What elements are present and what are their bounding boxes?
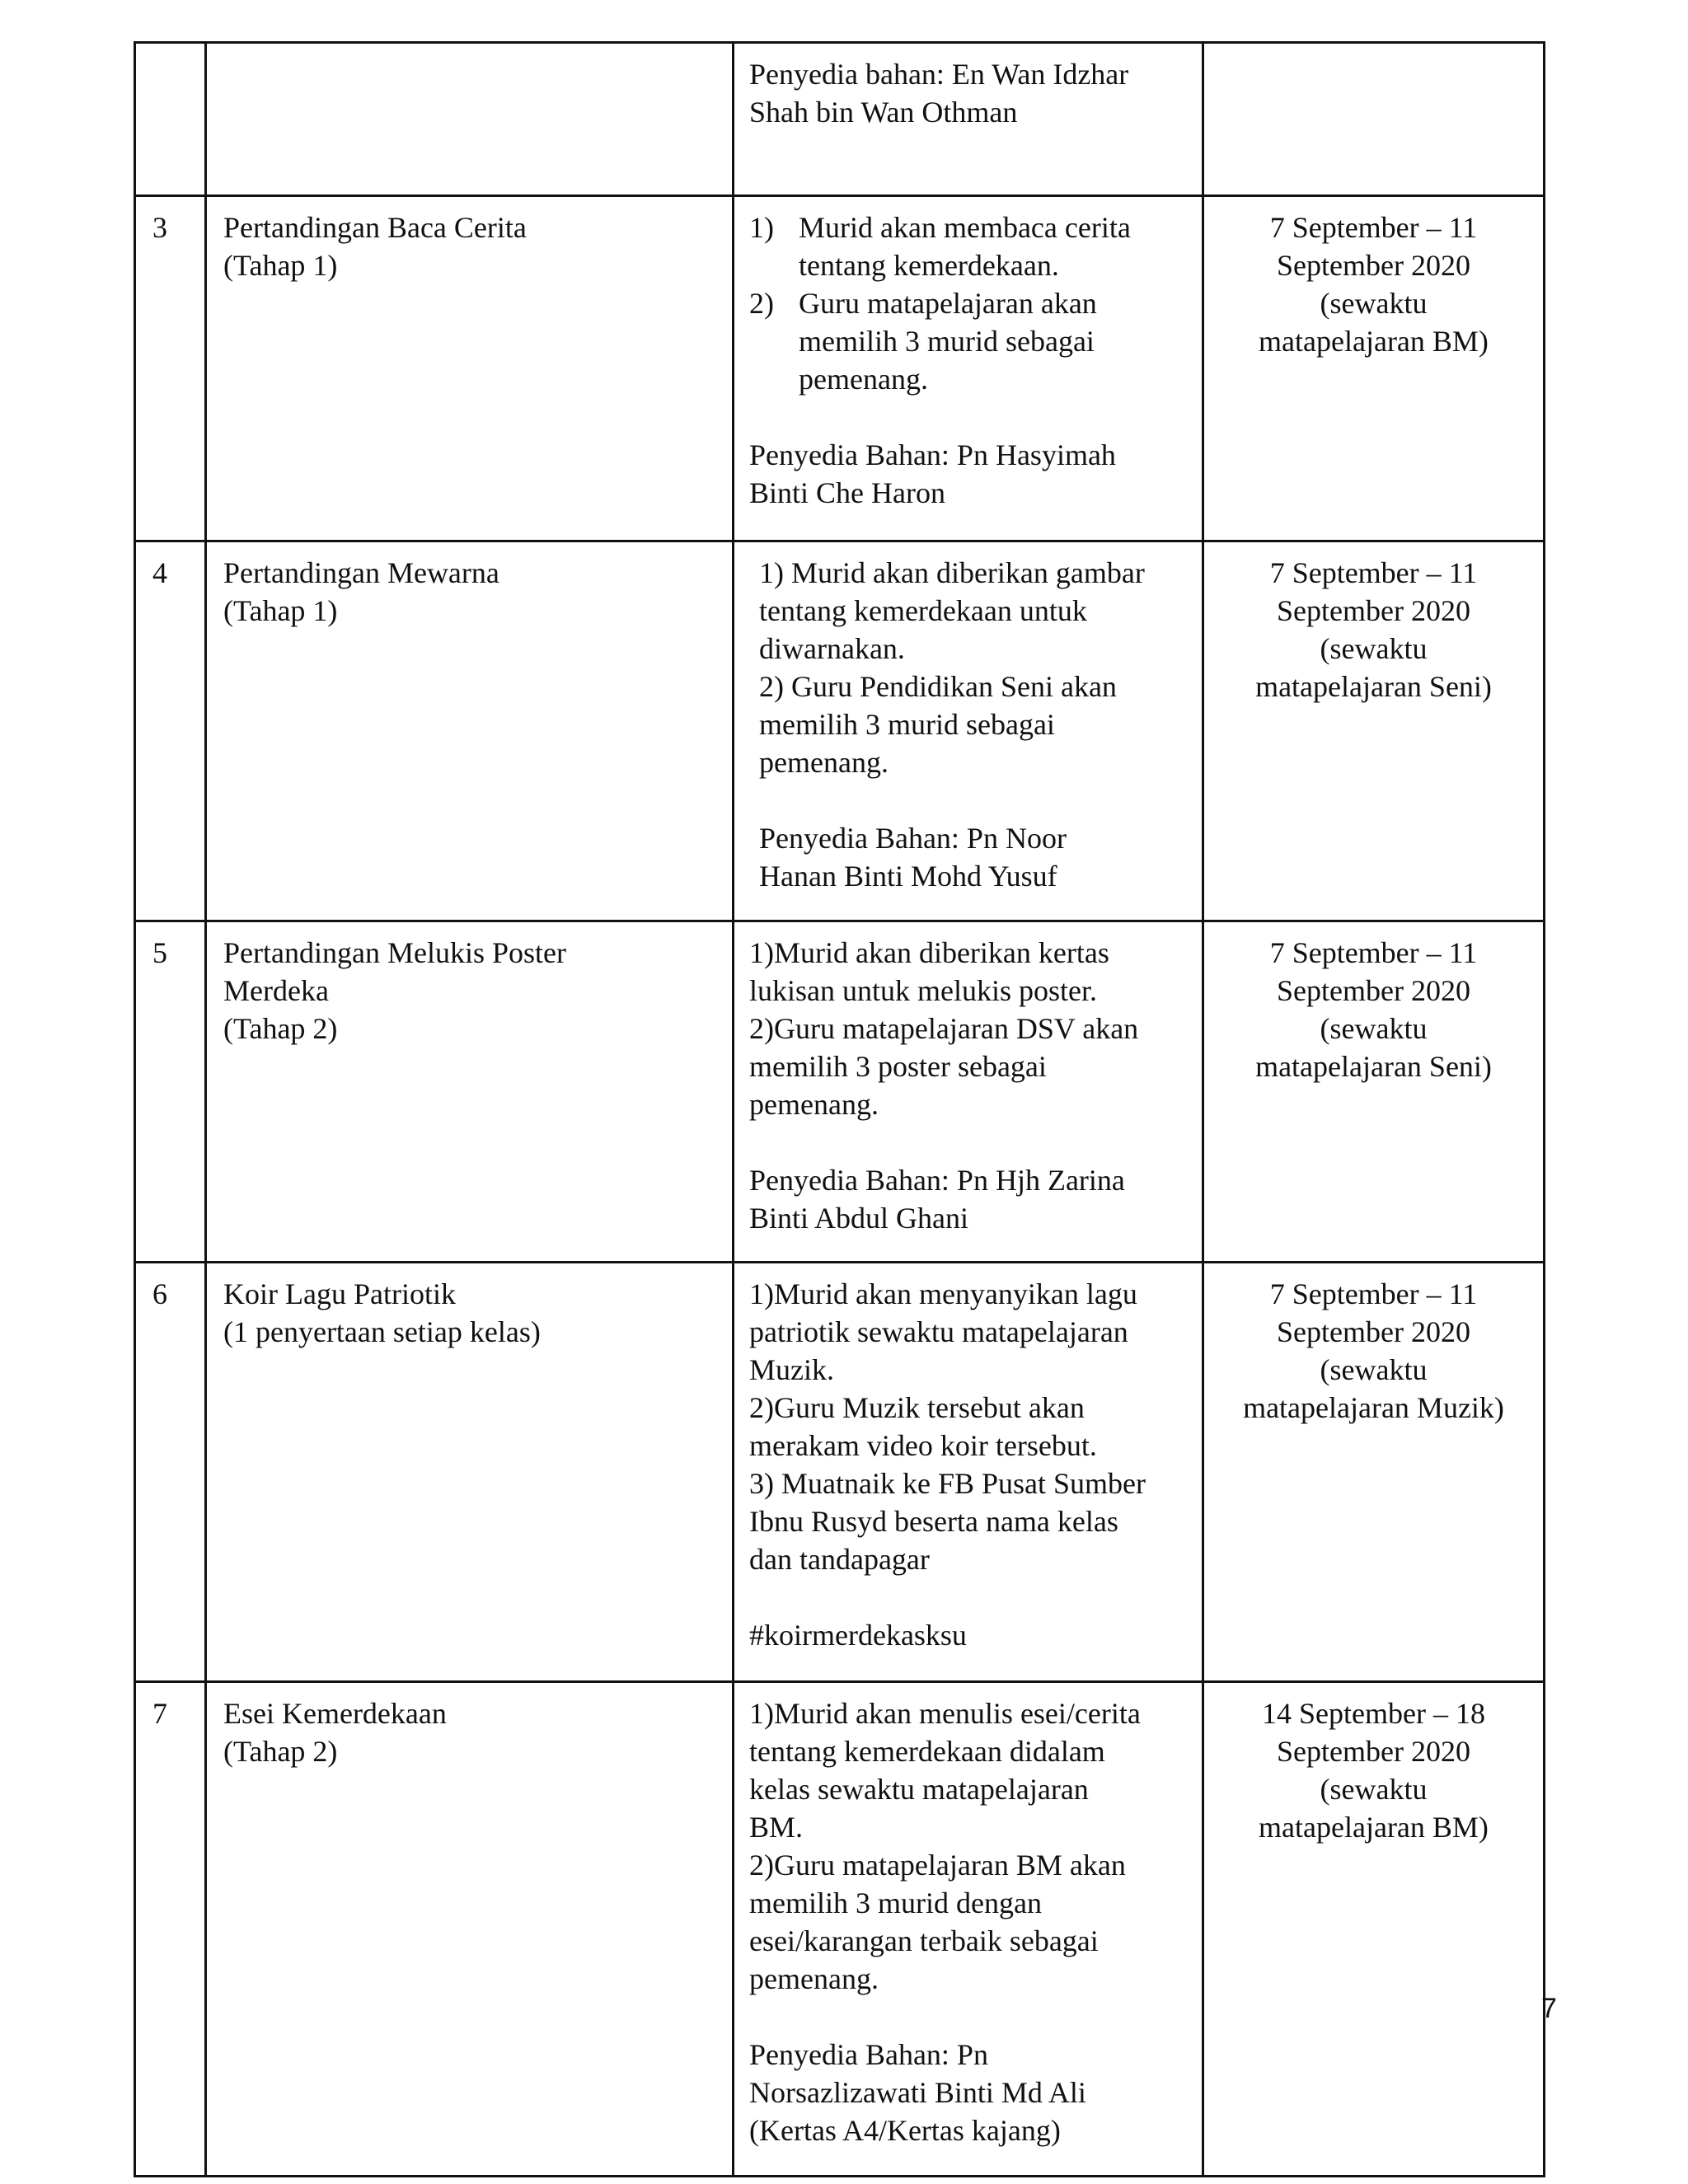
description-line: memilih 3 murid dengan (749, 1886, 1042, 1919)
description-line: kelas sewaktu matapelajaran (749, 1773, 1089, 1806)
date-line: September 2020 (1277, 249, 1470, 282)
table-row (135, 1682, 1545, 2177)
description-line: pemenang. (749, 1962, 879, 1995)
activity-title: Esei Kemerdekaan (223, 1697, 447, 1730)
activity-title: Pertandingan Baca Cerita (223, 211, 527, 244)
date-line: matapelajaran BM) (1259, 325, 1489, 358)
description-line: 1)Murid akan diberikan kertas (749, 936, 1109, 969)
description-line: Murid akan membaca cerita (799, 211, 1131, 244)
date-line: September 2020 (1277, 974, 1470, 1007)
date-line: matapelajaran Muzik) (1243, 1391, 1504, 1424)
description-line: 1) Murid akan diberikan gambar (759, 556, 1145, 589)
description-line: 2) Guru Pendidikan Seni akan (759, 670, 1117, 703)
date-line: (sewaktu (1320, 287, 1428, 320)
penyedia-line: Shah bin Wan Othman (749, 96, 1018, 129)
penyedia-line: Penyedia Bahan: Pn (749, 2038, 988, 2071)
table-row (135, 541, 1545, 921)
description-line: Ibnu Rusyd beserta nama kelas (749, 1505, 1118, 1538)
date-line: matapelajaran BM) (1259, 1811, 1489, 1844)
description-cell (734, 1682, 1203, 2177)
activity-subtitle: (Tahap 2) (223, 1012, 338, 1045)
description-line: 3) Muatnaik ke FB Pusat Sumber (749, 1467, 1146, 1500)
penyedia-line: (Kertas A4/Kertas kajang) (749, 2114, 1061, 2147)
description-cell (734, 1263, 1203, 1682)
activity-subtitle: (1 penyertaan setiap kelas) (223, 1315, 541, 1348)
table-row (135, 1263, 1545, 1682)
description-line: memilih 3 poster sebagai (749, 1050, 1047, 1083)
description-line: memilih 3 murid sebagai (759, 708, 1055, 741)
activity-cell (206, 541, 734, 921)
date-line: matapelajaran Seni) (1255, 670, 1492, 703)
row-number-cell: 7 (135, 1682, 206, 2177)
date-line: (sewaktu (1320, 632, 1428, 665)
row-number-cell: 5 (135, 921, 206, 1263)
date-line: (sewaktu (1320, 1012, 1428, 1045)
activity-cell (206, 1263, 734, 1682)
activity-cell (206, 196, 734, 541)
hashtag-line: #koirmerdekasksu (749, 1619, 967, 1652)
penyedia-line: Binti Abdul Ghani (749, 1202, 969, 1235)
description-cell (734, 196, 1203, 541)
description-line: Guru matapelajaran akan (799, 287, 1097, 320)
description-line: dan tandapagar (749, 1543, 930, 1576)
list-item (749, 284, 1187, 398)
description-line: memilih 3 murid sebagai (799, 325, 1095, 358)
description-line: pemenang. (749, 1088, 879, 1121)
description-line: 1)Murid akan menulis esei/cerita (749, 1697, 1141, 1730)
description-line: Muzik. (749, 1353, 834, 1386)
activity-subtitle: (Tahap 1) (223, 594, 338, 627)
date-line: 7 September – 11 (1269, 936, 1478, 969)
date-line: 7 September – 11 (1269, 1277, 1478, 1310)
description-line: BM. (749, 1811, 804, 1844)
date-cell (1203, 1263, 1545, 1682)
description-line: 2)Guru Muzik tersebut akan (749, 1391, 1085, 1424)
date-cell (1203, 921, 1545, 1263)
description-cell (734, 43, 1203, 196)
description-line: 2)Guru matapelajaran BM akan (749, 1849, 1126, 1882)
date-line: 7 September – 11 (1269, 556, 1478, 589)
penyedia-line: Penyedia Bahan: Pn Hjh Zarina (749, 1164, 1125, 1197)
activity-title: Pertandingan Mewarna (223, 556, 499, 589)
page-number: 7 (1541, 1993, 1557, 2024)
list-item (749, 209, 1187, 284)
table-row (135, 921, 1545, 1263)
date-line: 7 September – 11 (1269, 211, 1478, 244)
table-row (135, 43, 1545, 196)
description-line: lukisan untuk melukis poster. (749, 974, 1097, 1007)
description-line: patriotik sewaktu matapelajaran (749, 1315, 1128, 1348)
description-line: 1)Murid akan menyanyikan lagu (749, 1277, 1137, 1310)
description-line: tentang kemerdekaan didalam (749, 1735, 1105, 1768)
penyedia-line: Binti Che Haron (749, 476, 945, 509)
description-line: pemenang. (799, 363, 928, 396)
list-item-number: 1) (749, 211, 774, 244)
list-item-number: 2) (749, 287, 774, 320)
description-line: tentang kemerdekaan untuk (759, 594, 1087, 627)
activity-cell (206, 43, 734, 196)
date-cell (1203, 541, 1545, 921)
description-cell (734, 541, 1203, 921)
description-line: 2)Guru matapelajaran DSV akan (749, 1012, 1139, 1045)
description-line: pemenang. (759, 746, 889, 779)
date-cell (1203, 43, 1545, 196)
activity-subtitle: (Tahap 1) (223, 249, 338, 282)
row-number-cell: 3 (135, 196, 206, 541)
date-line: September 2020 (1277, 594, 1470, 627)
description-line: esei/karangan terbaik sebagai (749, 1924, 1099, 1957)
penyedia-line: Hanan Binti Mohd Yusuf (759, 860, 1057, 893)
description-cell (734, 921, 1203, 1263)
activity-table (134, 41, 1545, 2177)
description-line: tentang kemerdekaan. (799, 249, 1059, 282)
activity-cell (206, 1682, 734, 2177)
activity-title: Pertandingan Melukis Poster (223, 936, 566, 969)
date-line: (sewaktu (1320, 1353, 1428, 1386)
activity-cell (206, 921, 734, 1263)
date-line: September 2020 (1277, 1315, 1470, 1348)
penyedia-line: Penyedia bahan: En Wan Idzhar (749, 58, 1129, 91)
table-row (135, 196, 1545, 541)
row-number-cell: 6 (135, 1263, 206, 1682)
row-number-cell: 4 (135, 541, 206, 921)
activity-subtitle: (Tahap 2) (223, 1735, 338, 1768)
date-cell (1203, 196, 1545, 541)
activity-title: Koir Lagu Patriotik (223, 1277, 456, 1310)
description-line: diwarnakan. (759, 632, 905, 665)
date-line: matapelajaran Seni) (1255, 1050, 1492, 1083)
row-number-cell (135, 43, 206, 196)
date-line: September 2020 (1277, 1735, 1470, 1768)
activity-title: Merdeka (223, 974, 329, 1007)
penyedia-line: Norsazlizawati Binti Md Ali (749, 2076, 1086, 2109)
date-cell (1203, 1682, 1545, 2177)
date-line: (sewaktu (1320, 1773, 1428, 1806)
description-line: merakam video koir tersebut. (749, 1429, 1097, 1462)
penyedia-line: Penyedia Bahan: Pn Noor (759, 822, 1067, 855)
date-line: 14 September – 18 (1262, 1697, 1485, 1730)
penyedia-line: Penyedia Bahan: Pn Hasyimah (749, 438, 1116, 471)
